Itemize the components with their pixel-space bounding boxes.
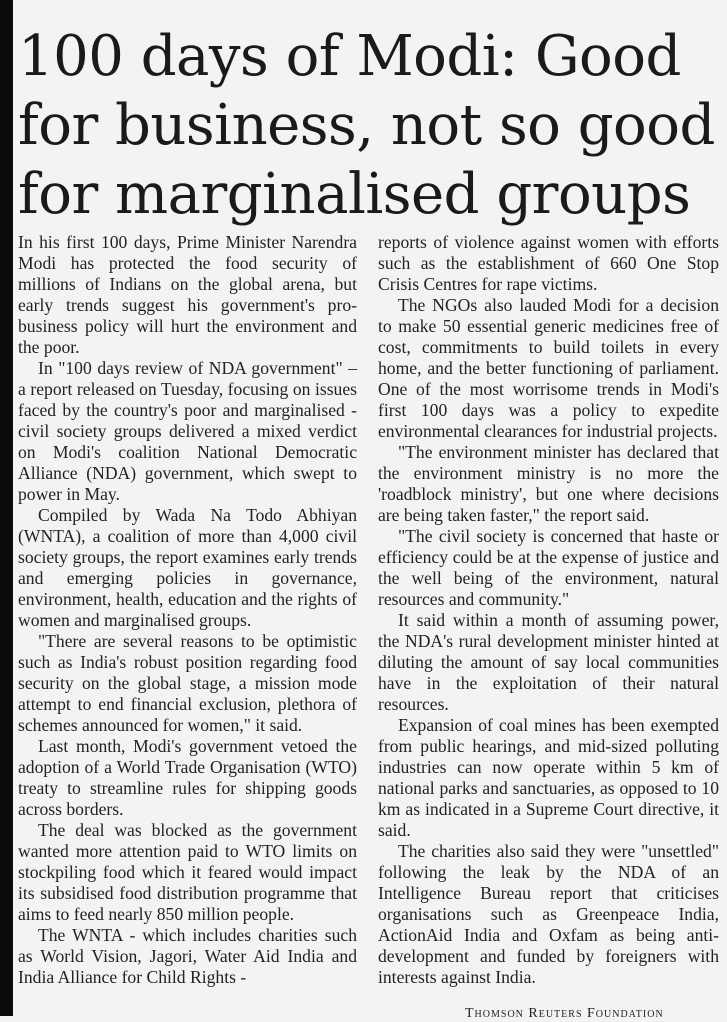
paragraph: In his first 100 days, Prime Minister Narendra Modi has protected the food security of millions of Indians on the global arena, but early trends suggest his government's pro-business policy will hurt the environment and the poor. (18, 232, 357, 357)
paragraph: "The environment minister has declared that the environment ministry is no more the 'roadblock ministry', but one where decisions are being taken faster," the report said. (378, 442, 719, 525)
article-headline: 100 days of Modi: Good for business, not so good for marginalised groups (18, 24, 715, 227)
paragraph: Last month, Modi's government vetoed the adoption of a World Trade Organisation (WTO) treaty to streamline rules for shipping goods across borders. (18, 736, 357, 819)
article-column-left (18, 232, 357, 988)
paragraph: reports of violence against women with efforts such as the establishment of 660 One Stop Crisis Centres for rape victims. (378, 232, 719, 294)
paragraph: The charities also said they were "unsettled" following the leak by the NDA of an Intelligence Bureau report that criticises organisations such as Greenpeace India, ActionAid India and Oxfam as being anti-development and funded by foreigners with interests against India. (378, 841, 719, 987)
paragraph: "The civil society is concerned that haste or efficiency could be at the expense of justice and the well being of the environment, natural resources and community." (378, 526, 719, 609)
paragraph: It said within a month of assuming power, the NDA's rural development minister hinted at diluting the amount of say local communities have in the exploitation of their natural resources. (378, 610, 719, 714)
paragraph: Compiled by Wada Na Todo Abhiyan (WNTA), a coalition of more than 4,000 civil society groups, the report examines early trends and emerging policies in governance, environment, health, education and the rights of women and marginalised groups. (18, 505, 357, 630)
article-credit: Thomson Reuters Foundation (465, 1006, 664, 1021)
paragraph: "There are several reasons to be optimistic such as India's robust position regarding food security on the global stage, a mission mode attempt to end financial exclusion, plethora of schemes announced for women," it said. (18, 631, 357, 735)
paragraph: The deal was blocked as the government wanted more attention paid to WTO limits on stockpiling food which it feared would impact its subsidised food distribution programme that aims to feed nearly 850 million people. (18, 820, 357, 924)
article-column-right (378, 232, 719, 988)
paragraph: The NGOs also lauded Modi for a decision to make 50 essential generic medicines free of cost, commitments to build toilets in every home, and the better functioning of parliament. One of the most worrisome trends in Modi's first 100 days was a policy to expedite environmental clearances for industrial projects. (378, 295, 719, 441)
paragraph: In "100 days review of NDA government" – a report released on Tuesday, focusing on issues faced by the country's poor and marginalised - civil society groups delivered a mixed verdict on Modi's coalition National Democratic Alliance (NDA) government, which swept to power in May. (18, 358, 357, 504)
page-left-edge (0, 0, 13, 1016)
paragraph: Expansion of coal mines has been exempted from public hearings, and mid-sized polluting industries can now operate within 5 km of national parks and sanctuaries, as opposed to 10 km as indicated in a Supreme Court directive, it said. (378, 715, 719, 840)
paragraph: The WNTA - which includes charities such as World Vision, Jagori, Water Aid India and India Alliance for Child Rights - (18, 925, 357, 987)
